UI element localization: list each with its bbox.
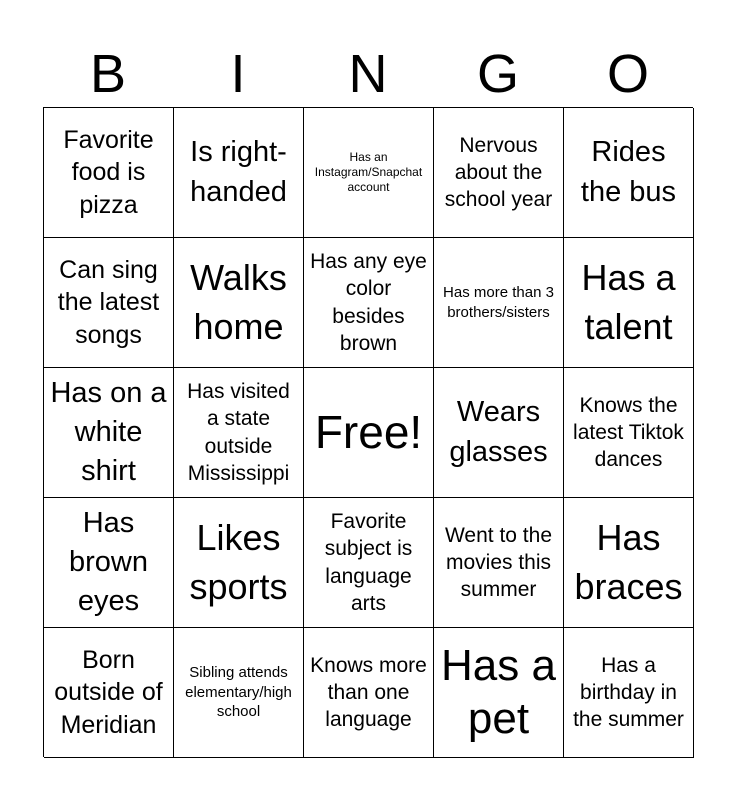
bingo-cell[interactable]: Born outside of Meridian	[44, 628, 174, 758]
bingo-cell[interactable]: Has visited a state outside Mississippi	[174, 368, 304, 498]
header-letter-b: B	[89, 44, 127, 104]
free-space-cell[interactable]: Free!	[304, 368, 434, 498]
bingo-cell[interactable]: Has a birthday in the summer	[564, 628, 694, 758]
bingo-cell[interactable]: Went to the movies this summer	[434, 498, 564, 628]
bingo-cell[interactable]: Has braces	[564, 498, 694, 628]
header-letter-g: G	[476, 44, 519, 104]
bingo-cell[interactable]: Sibling attends elementary/high school	[174, 628, 304, 758]
bingo-cell[interactable]: Nervous about the school year	[434, 108, 564, 238]
bingo-cell[interactable]: Walks home	[174, 238, 304, 368]
header-letter-o: O	[606, 44, 649, 104]
bingo-cell[interactable]: Is right-handed	[174, 108, 304, 238]
bingo-cell[interactable]: Has more than 3 brothers/sisters	[434, 238, 564, 368]
bingo-cell[interactable]: Has an Instagram/Snapchat account	[304, 108, 434, 238]
bingo-cell[interactable]: Knows the latest Tiktok dances	[564, 368, 694, 498]
bingo-cell[interactable]: Favorite subject is language arts	[304, 498, 434, 628]
bingo-cell[interactable]: Can sing the latest songs	[44, 238, 174, 368]
bingo-cell[interactable]: Has a pet	[434, 628, 564, 758]
bingo-cell[interactable]: Favorite food is pizza	[44, 108, 174, 238]
bingo-cell[interactable]: Rides the bus	[564, 108, 694, 238]
header-letter-n: N	[348, 44, 388, 104]
bingo-cell[interactable]: Likes sports	[174, 498, 304, 628]
bingo-cell[interactable]: Wears glasses	[434, 368, 564, 498]
bingo-cell[interactable]: Has brown eyes	[44, 498, 174, 628]
bingo-cell[interactable]: Has a talent	[564, 238, 694, 368]
bingo-header	[43, 40, 693, 108]
bingo-board	[43, 107, 693, 757]
header-letter-i: I	[230, 44, 246, 104]
bingo-cell[interactable]: Knows more than one language	[304, 628, 434, 758]
bingo-cell[interactable]: Has on a white shirt	[44, 368, 174, 498]
bingo-cell[interactable]: Has any eye color besides brown	[304, 238, 434, 368]
